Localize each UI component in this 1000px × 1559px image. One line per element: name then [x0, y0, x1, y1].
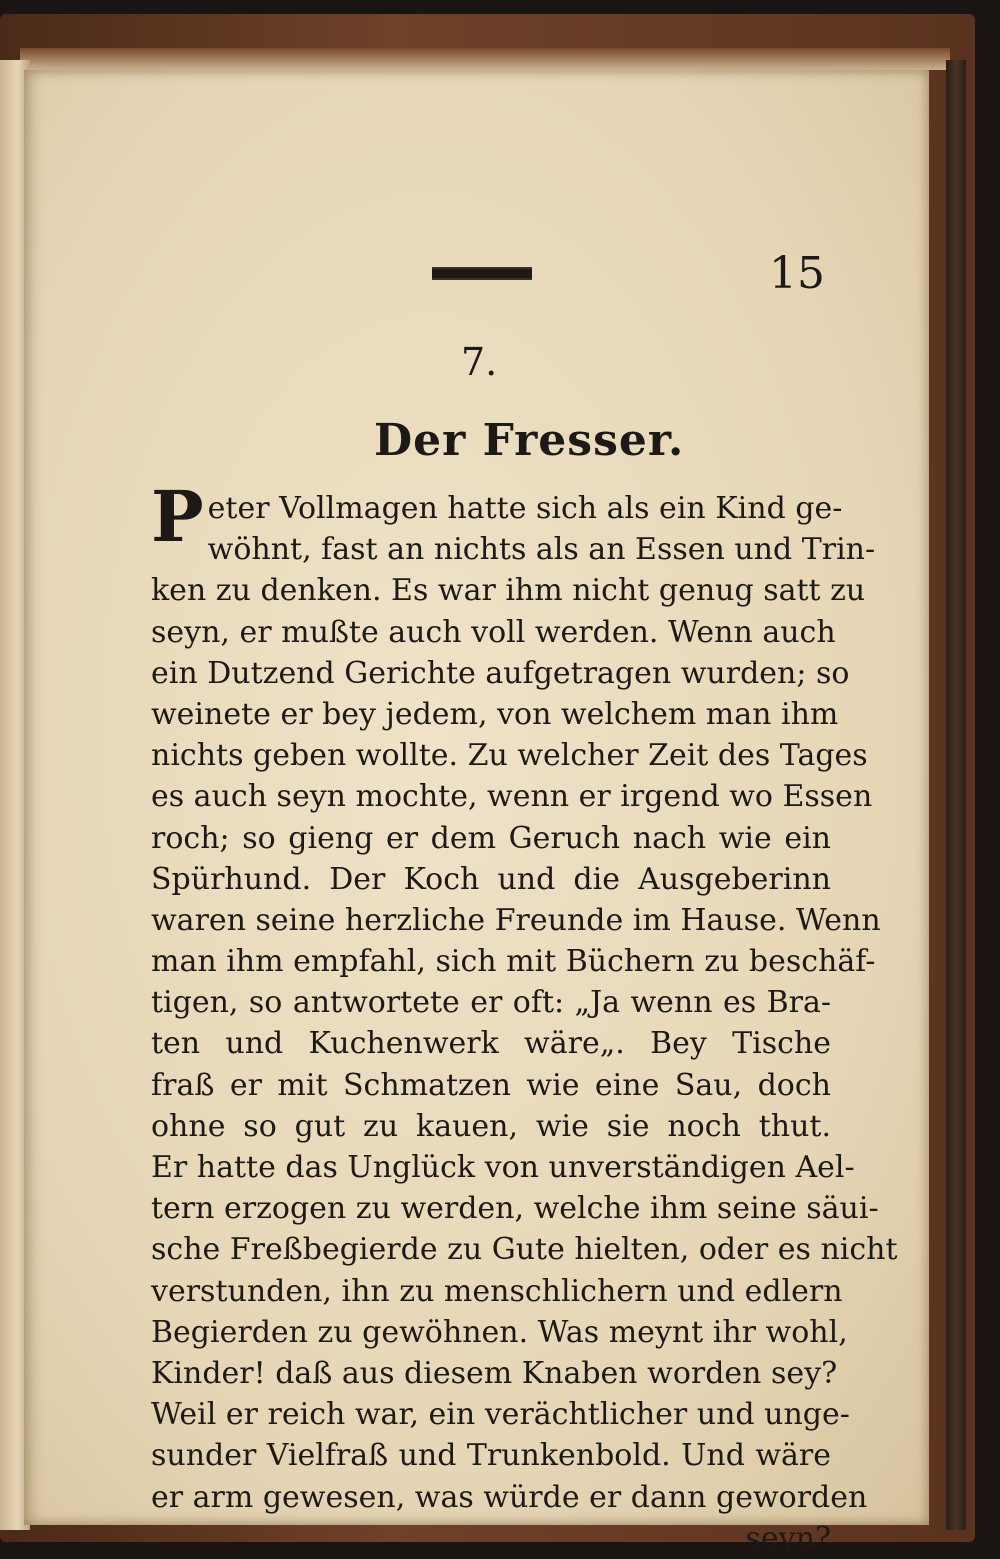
- book-fore-edge: [946, 60, 966, 1530]
- text-line: wöhnt, fast an nichts als an Essen und Trin-: [207, 532, 876, 568]
- text-line: waren seine herzliche Freunde im Hause. Wenn: [151, 902, 881, 938]
- text-line: es auch seyn mochte, wenn er irgend wo Essen: [151, 779, 873, 815]
- text-line-content: eter Vollmagen hatte sich als ein Kind ge-: [207, 491, 843, 526]
- text-line: man ihm empfahl, sich mit Büchern zu beschäf-: [151, 944, 876, 980]
- text-line: ohne so gut zu kauen, wie sie noch thut.: [151, 1108, 831, 1144]
- text-line: Weil er reich war, ein verächtlicher und unge-: [151, 1397, 850, 1433]
- header-rule: [432, 267, 532, 280]
- chapter-title: Der Fresser.: [374, 415, 685, 466]
- page-top-edge: [20, 48, 950, 70]
- text-line: roch; so gieng er dem Geruch nach wie ein: [151, 820, 831, 856]
- text-line: ken zu denken. Es war ihm nicht genug satt zu: [151, 573, 866, 609]
- text-line: seyn, er mußte auch voll werden. Wenn auch: [151, 614, 836, 650]
- drop-cap: P: [151, 475, 204, 558]
- text-line: tern erzogen zu werden, welche ihm seine säui-: [151, 1191, 879, 1227]
- body-text: [151, 475, 898, 1559]
- text-line: ein Dutzend Gerichte aufgetragen wurden; so: [151, 655, 850, 691]
- text-line: Begierden zu gewöhnen. Was meynt ihr wohl,: [151, 1314, 848, 1350]
- text-line: tigen, so antwortete er oft: „Ja wenn es Bra-: [151, 985, 831, 1021]
- page-number: 15: [769, 248, 825, 299]
- text-line: Er hatte das Unglück von unverständigen Ael-: [151, 1150, 855, 1185]
- text-line: Kinder! daß aus diesem Knaben worden sey?: [151, 1355, 838, 1391]
- chapter-number: 7.: [461, 340, 498, 384]
- text-line-last: seyn?: [745, 1520, 831, 1556]
- book-page: [24, 70, 929, 1556]
- text-line: ten und Kuchenwerk wäre„. Bey Tische: [151, 1026, 831, 1062]
- text-line: nichts geben wollte. Zu welcher Zeit des Tages: [151, 738, 868, 774]
- text-line: sche Freßbegierde zu Gute hielten, oder es nicht: [151, 1232, 898, 1268]
- text-line: sunder Vielfraß und Trunkenbold. Und wäre: [151, 1438, 831, 1474]
- text-line: weinete er bey jedem, von welchem man ihm: [151, 696, 839, 732]
- text-line: Spürhund. Der Koch und die Ausgeberinn: [151, 861, 831, 897]
- text-line: er arm gewesen, was würde er dann geworden: [151, 1479, 868, 1515]
- text-line: verstunden, ihn zu menschlichern und edlern: [151, 1273, 843, 1309]
- text-line: fraß er mit Schmatzen wie eine Sau, doch: [151, 1067, 831, 1103]
